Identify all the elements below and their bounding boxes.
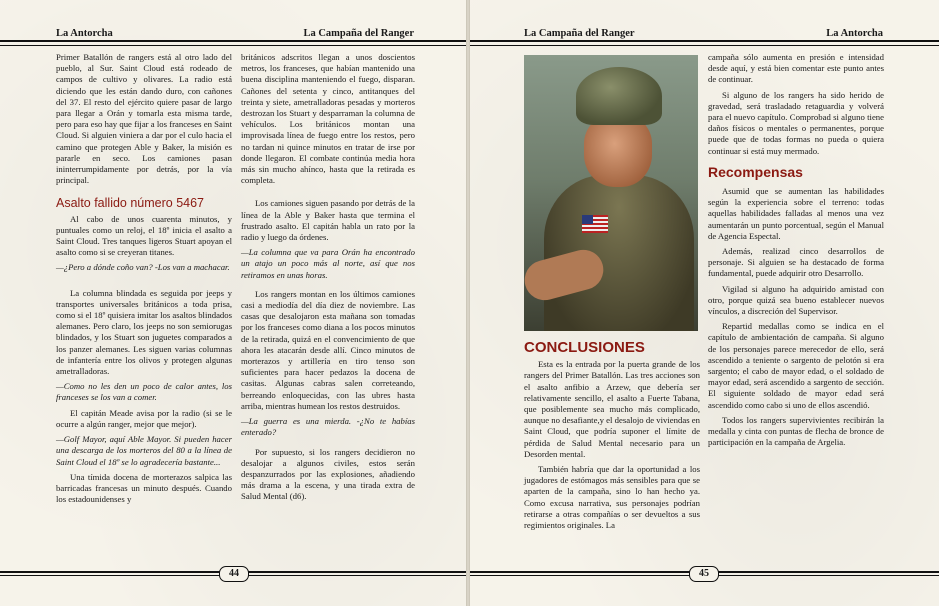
soldier-illustration bbox=[524, 55, 698, 331]
right-header-section: La Antorcha bbox=[826, 28, 883, 39]
paragraph: Repartid medallas como se indica en el capítulo de ambientación de campaña. Si alguno de los personajes parece merecedor de ello, será ascendido a teniente o sargento de pelotón si era sargento; el cabo de mayor edad, o el soldado de mayor edad, será ascendido a sargento de sección. El siguiente soldado de mayor edad será ascendido como cabo si uno de ellos ascendió. bbox=[708, 321, 884, 410]
section-heading: Recompensas bbox=[708, 163, 803, 180]
section-heading: CONCLUSIONES bbox=[524, 339, 645, 356]
left-page-footer bbox=[0, 566, 466, 582]
paragraph: La columna blindada es seguida por jeeps y transportes universales británicos a toda prisa, como si el 18º quisiera imitar los asaltos blindados alemanes. Pero claro, los jeeps no son semiorugas blindados, y los Stuart son juguetes comparados a los panzer alemanes. Les siguen varias columnas de infantería entre los olivos y protegen algunas ametralladoras. bbox=[56, 287, 232, 377]
left-page bbox=[0, 0, 466, 606]
left-page-column-2 bbox=[241, 52, 415, 507]
right-page-column-2 bbox=[708, 52, 884, 453]
left-header-section: La Antorcha bbox=[56, 28, 113, 39]
paragraph: Todos los rangers supervivientes recibirán la medalla y cinta con puntas de flecha de bronce de participación en la campaña de Argelia. bbox=[708, 414, 884, 448]
page-number: 44 bbox=[219, 566, 249, 582]
paragraph: También habría que dar la oportunidad a los jugadores de estómagos más sensibles para que se aparten de la campaña, sino lo han hecho ya. Como excusa narrativa, sus personajes podrían retirarse a otras compañías o ser devueltos a sus regimientos originales. La bbox=[524, 464, 700, 531]
paragraph: Esta es la entrada por la puerta grande de los rangers del Primer Batallón. Las tres acciones son el asalto anfibio a Arzew, que debería ser relativamente sencillo, el asalto a Fuerte Tabana, que posiblemente sea mucho más complicado, aunque no desafiante,y el desalojo de viviendas en Saint Cloud, que podría suponer el límite de pérdida de Salud Mental necesario para un Desorden mental. bbox=[524, 359, 700, 459]
right-page-header bbox=[470, 26, 939, 42]
dialogue: —La guerra es una mierda. -¿No te habías enterado? bbox=[241, 416, 415, 438]
right-header-title: La Campaña del Ranger bbox=[524, 28, 635, 39]
paragraph: El capitán Meade avisa por la radio (si se le ocurre a algún ranger, mejor que mejor). bbox=[56, 407, 232, 429]
paragraph: británicos adscritos llegan a unos doscientos metros, los franceses, que habían mantenido una buena disciplina manteniendo el fuego, disparan. Cañones del setenta y cinco, antitanques del treinta y siete, ametralladoras pesadas y morteros destrozan los Stuart y desparraman la columna de vehículos. Los británicos montan una improvisada línea de fuego entre los restos, pero no tardan ni quince minutos en tratar de irse por donde llegaron. El combate continúa media hora más sin mucho ahínco, hasta que la retirada es completa. bbox=[241, 52, 415, 186]
right-page bbox=[470, 0, 939, 606]
right-page-footer bbox=[470, 566, 939, 582]
paragraph: campaña sólo aumenta en presión e intensidad desde aquí, y está bien comentar este punto antes de continuar. bbox=[708, 52, 884, 85]
left-page-header bbox=[0, 26, 466, 42]
paragraph: Asumid que se aumentan las habilidades según la experiencia sobre el terreno: todas aquellas habilidades falladas al menos una vez aumentarán un punto porcentual, según el Manual de Agencia Espectal. bbox=[708, 186, 884, 241]
dialogue: —Como no les den un poco de calor antes, los franceses se los van a comer. bbox=[56, 381, 232, 403]
paragraph: Si alguno de los rangers ha sido herido de gravedad, será trasladado retaguardia y volverá para el nuevo capítulo. Comprobad si alguno tiene daños físicos o mentales o permanentes, porque puede que de todas formas no pueda o quiera continuar si está muy mermado. bbox=[708, 89, 884, 156]
left-header-title: La Campaña del Ranger bbox=[303, 28, 414, 39]
paragraph: Al cabo de unos cuarenta minutos, y puntuales como un reloj, el 18º inicia el asalto a Saint Cloud. Tres tanques ligeros Stuart apoyan el asalto como si se creyeran titanes. bbox=[56, 213, 232, 258]
us-flag-patch-icon bbox=[582, 215, 608, 233]
dialogue: —La columna que va para Orán ha encontrado un atajo un poco más al norte, así que nos retiramos en unas horas. bbox=[241, 247, 415, 280]
paragraph: Los camiones siguen pasando por detrás de la línea de la Able y Baker hasta que termina el frustrado asalto. El capitán habla un rato por la radio y luego da órdenes. bbox=[241, 198, 415, 243]
dialogue: —¿Pero a dónde coño van? -Los van a machacar. bbox=[56, 262, 230, 273]
paragraph: Además, realizad cinco desarrollos de personaje. Si alguien se ha destacado de forma fundamental, puede adquirir otro Desarrollo. bbox=[708, 246, 884, 279]
paragraph: Los rangers montan en los últimos camiones casi a mediodía del día diez de noviembre. Las casas que desalojaron esta mañana son tomadas por los franceses como diana a los pocos minutos de la retirada, quizá en el convencimiento de que ahora les atacarán desde allí. Cinco minutos de morterazos y artillería en tiro tenso son suficientes para hacer pedazos la docena de casitas. Algunas cabras salen correteando, berreando enloquecidas, con las ubres hasta arriba, mientras humean los restos destruidos. bbox=[241, 288, 415, 411]
right-page-column-1 bbox=[524, 336, 700, 535]
paragraph: Una tímida docena de morterazos salpica las barricadas francesas un minuto después. Cuando los estadounidenses y bbox=[56, 471, 232, 505]
paragraph: Por supuesto, si los rangers decidieron no desalojar a algunos civiles, estos serán despanzurrados por las explosiones, añadiendo más drama a la escena, y una tirada extra de Salud Mental (d6). bbox=[241, 446, 415, 502]
section-heading: Asalto fallido número 5467 bbox=[56, 196, 205, 211]
page-number: 45 bbox=[689, 566, 719, 582]
paragraph: Vigilad si alguno ha adquirido amistad con otro, porque quizá sea bueno establecer nuevos vínculos, a discreción del Supervisor. bbox=[708, 283, 884, 317]
paragraph: Primer Batallón de rangers está al otro lado del pueblo, al Sur. Saint Cloud está rodeado de campos de cultivo y olivares. La radio está diciendo que les están dando duro, con cañones del 37. El resto del ejército quiere pasar de largo para llegar a Orán y tomarla esta misma tarde, pero para eso hay que fijar a los franceses en Saint Cloud. Si alguien viniera a dar por el culo hacia el camino que protegen Able y Baker, la misión es pararle en seco. Los camiones pasan ininterrumpidamente por detrás, por la vía principal. bbox=[56, 52, 232, 186]
left-page-column-1 bbox=[56, 52, 232, 509]
dialogue: —Golf Mayor, aquí Able Mayor. Si pueden hacer una descarga de los morteros del 80 a la línea de Saint Cloud el 18º se lo agradecería bastante... bbox=[56, 434, 232, 467]
